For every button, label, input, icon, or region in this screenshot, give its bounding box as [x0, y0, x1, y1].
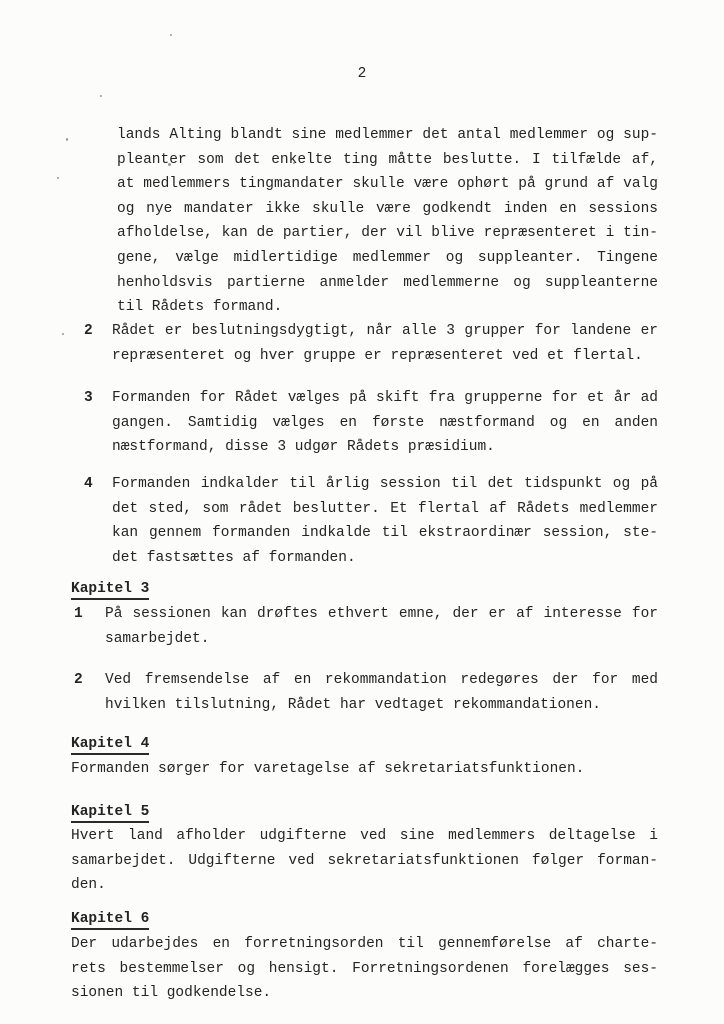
text-line: hvilken tilslutning, Rådet har vedtaget rekommandationen.	[105, 696, 601, 713]
text-line: gangen. Samtidig vælges en første næstformand og en anden	[112, 414, 658, 431]
item-number: 1	[74, 606, 83, 622]
numbered-item-3	[84, 386, 658, 460]
text-line: Formanden indkalder til årlig session til det tidspunkt og på	[112, 476, 658, 492]
numbered-item-k3-2	[74, 668, 658, 717]
chapter-body-kapitel-5	[71, 824, 658, 898]
text-line: Rådet er beslutningsdygtigt, når alle 3 grupper for landene er	[112, 323, 658, 339]
item-number: 2	[74, 672, 83, 688]
text-line: og nye mandater ikke skulle være godkendt inden en sessions	[117, 200, 658, 217]
text-line: Formanden sørger for varetagelse af sekretariatsfunktionen.	[71, 761, 585, 777]
text-line: næstformand, disse 3 udgør Rådets præsidium.	[112, 439, 495, 456]
text-line: Der udarbejdes en forretningsorden til gennemførelse af charte-	[71, 936, 658, 952]
text-line: kan gennem formanden indkalde til ekstraordinær session, ste-	[112, 525, 658, 542]
text-line: repræsenteret og hver gruppe er repræsenteret ved et flertal.	[112, 347, 643, 364]
text-line: Formanden for Rådet vælges på skift fra grupperne for et år ad	[112, 390, 658, 406]
chapter-heading-text: Kapitel 4	[71, 736, 149, 755]
item-number: 4	[84, 476, 93, 492]
text-line: det sted, som rådet beslutter. Et flertal af Rådets medlemmer	[112, 500, 658, 517]
chapter-body-kapitel-6	[71, 932, 658, 1006]
text-line: afholdelse, kan de partier, der vil blive repræsenteret i tin-	[117, 225, 658, 242]
scan-speckle	[100, 95, 102, 97]
text-line: samarbejdet. Udgifterne ved sekretariatsfunktionen følger forman-	[71, 852, 658, 869]
text-line: den.	[71, 877, 106, 894]
chapter-heading-text: Kapitel 5	[71, 804, 149, 823]
chapter-heading-text: Kapitel 6	[71, 911, 149, 930]
text-line: rets bestemmelser og hensigt. Forretningsordenen forelægges ses-	[71, 960, 658, 977]
scan-speckle	[57, 177, 59, 179]
chapter-heading-kapitel-4	[71, 732, 149, 757]
intro-paragraph	[117, 123, 658, 320]
chapter-heading-text: Kapitel 3	[71, 581, 149, 600]
chapter-heading-kapitel-3	[71, 577, 149, 602]
text-line: gene, vælge midlertidige medlemmer og suppleanter. Tingene	[117, 249, 658, 266]
chapter-heading-kapitel-5	[71, 800, 149, 825]
scan-speckle	[62, 333, 64, 335]
chapter-heading-kapitel-6	[71, 907, 149, 932]
scan-speckle	[66, 138, 68, 141]
item-number: 3	[84, 390, 93, 406]
text-line: det fastsættes af formanden.	[112, 549, 356, 566]
chapter-body-kapitel-4	[71, 757, 658, 782]
text-line: henholdsvis partierne anmelder medlemmerne og suppleanterne	[117, 274, 658, 291]
page-number: 2	[357, 66, 367, 82]
scan-speckle	[170, 34, 172, 36]
text-line: sionen til godkendelse.	[71, 985, 272, 1002]
item-number: 2	[84, 323, 93, 339]
numbered-item-2	[84, 319, 658, 368]
numbered-item-k3-1	[74, 602, 658, 651]
text-line: samarbejdet.	[105, 630, 210, 647]
text-line: Hvert land afholder udgifterne ved sine medlemmers deltagelse i	[71, 828, 658, 844]
text-line: pleanter som det enkelte ting måtte beslutte. I tilfælde af,	[117, 151, 658, 168]
text-line: Ved fremsendelse af en rekommandation redegøres der for med	[105, 672, 658, 688]
text-line: På sessionen kan drøftes ethvert emne, der er af interesse for	[105, 606, 658, 622]
text-line: at medlemmers tingmandater skulle være ophørt på grund af valg	[117, 176, 658, 193]
text-line: lands Alting blandt sine medlemmer det antal medlemmer og sup-	[117, 127, 658, 143]
text-line: til Rådets formand.	[117, 299, 283, 316]
numbered-item-4	[84, 472, 658, 570]
